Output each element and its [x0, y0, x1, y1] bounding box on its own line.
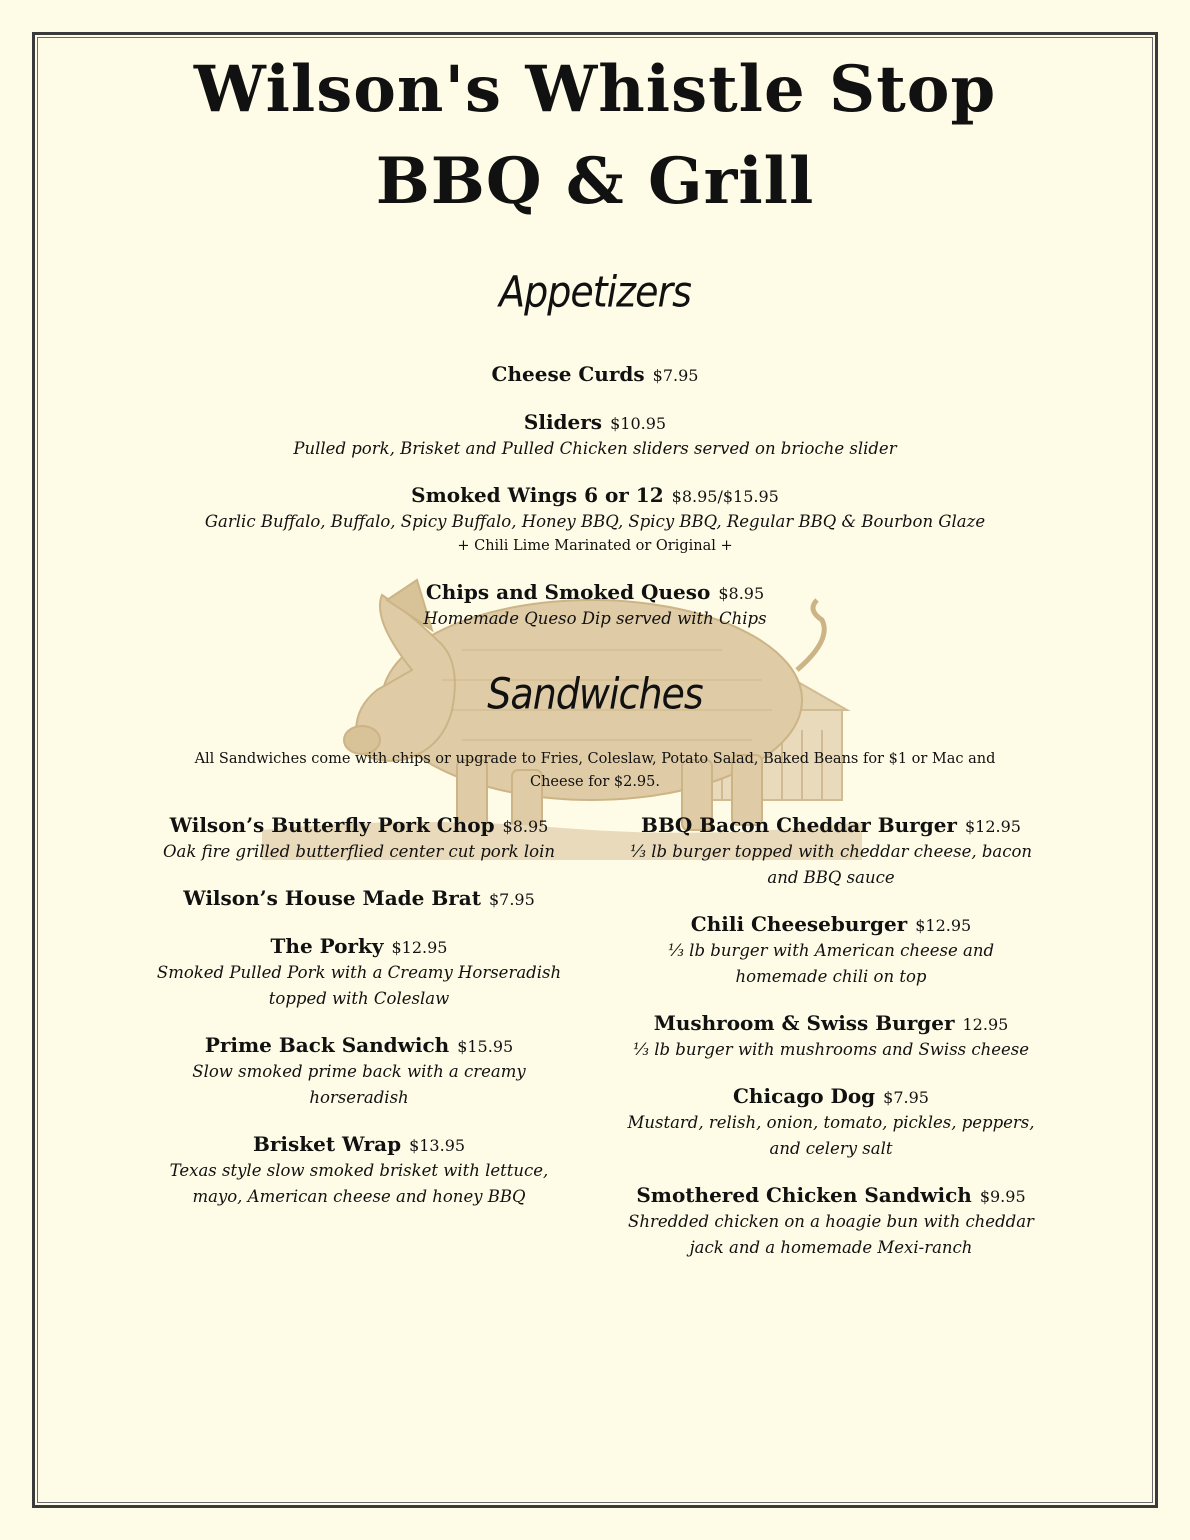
item-price: $8.95/$15.95	[671, 487, 779, 506]
item-name: Prime Back Sandwich	[204, 1033, 450, 1057]
sandwiches-intro: All Sandwiches come with chips or upgrade to Fries, Coleslaw, Potato Salad, Baked Beans for $1 or Mac and Cheese for $2.95.	[194, 751, 996, 790]
menu-item	[150, 1130, 568, 1210]
menu-item	[622, 1181, 1040, 1261]
menu-item	[622, 1009, 1040, 1063]
item-price: 12.95	[962, 1015, 1009, 1034]
menu-item	[622, 1082, 1040, 1162]
item-name: Chili Cheeseburger	[690, 912, 908, 936]
restaurant-title: Wilson's Whistle Stop	[193, 52, 997, 127]
item-description: Mustard, relish, onion, tomato, pickles, peppers, and celery salt	[627, 1113, 1035, 1158]
menu-item	[0, 481, 1190, 558]
item-price: $12.95	[915, 916, 972, 935]
item-name: Wilson’s Butterfly Pork Chop	[169, 813, 495, 837]
item-description: Texas style slow smoked brisket with lettuce, mayo, American cheese and honey BBQ	[169, 1161, 549, 1206]
item-name: Sliders	[523, 410, 603, 434]
item-name: Brisket Wrap	[252, 1132, 402, 1156]
item-price: $10.95	[610, 414, 667, 433]
item-description: ⅓ lb burger topped with cheddar cheese, bacon and BBQ sauce	[629, 842, 1033, 887]
menu-item	[150, 811, 568, 865]
item-description: ⅓ lb burger with American cheese and homemade chili on top	[667, 941, 995, 986]
item-description: Homemade Queso Dip served with Chips	[423, 609, 767, 628]
item-price: $12.95	[964, 817, 1021, 836]
item-price: $7.95	[652, 366, 699, 385]
item-name: Smoked Wings 6 or 12	[411, 483, 664, 507]
item-price: $9.95	[979, 1187, 1026, 1206]
item-name: Cheese Curds	[491, 362, 645, 386]
appetizers-heading: Appetizers	[499, 267, 691, 317]
menu-item	[0, 578, 1190, 632]
menu-item	[0, 408, 1190, 462]
menu-item	[622, 910, 1040, 990]
menu-item	[150, 932, 568, 1012]
item-description: Smoked Pulled Pork with a Creamy Horseradish topped with Coleslaw	[156, 963, 562, 1008]
item-name: Wilson’s House Made Brat	[183, 886, 481, 910]
item-description: Slow smoked prime back with a creamy horseradish	[192, 1062, 526, 1107]
menu-item	[622, 811, 1040, 891]
item-name: BBQ Bacon Cheddar Burger	[641, 813, 957, 837]
item-description: Oak fire grilled butterflied center cut pork loin	[163, 842, 555, 861]
item-price: $7.95	[488, 890, 535, 909]
sandwiches-heading: Sandwiches	[487, 669, 703, 719]
menu-item	[150, 1031, 568, 1111]
item-price: $15.95	[457, 1037, 514, 1056]
menu-item	[150, 884, 568, 912]
item-price: $7.95	[883, 1088, 929, 1107]
item-description: Garlic Buffalo, Buffalo, Spicy Buffalo, Honey BBQ, Spicy BBQ, Regular BBQ & Bourbon Glaze	[204, 512, 986, 531]
item-description: Shredded chicken on a hoagie bun with cheddar jack and a homemade Mexi-ranch	[628, 1212, 1034, 1257]
item-note: + Chili Lime Marinated or Original +	[457, 538, 733, 554]
item-name: Mushroom & Swiss Burger	[653, 1011, 955, 1035]
item-name: The Porky	[270, 934, 384, 958]
item-description: Pulled pork, Brisket and Pulled Chicken sliders served on brioche slider	[293, 439, 897, 458]
item-name: Chips and Smoked Queso	[425, 580, 711, 604]
item-price: $12.95	[391, 938, 448, 957]
restaurant-subtitle: BBQ & Grill	[375, 144, 815, 219]
item-name: Smothered Chicken Sandwich	[636, 1183, 972, 1207]
item-price: $13.95	[409, 1136, 466, 1155]
item-price: $8.95	[718, 584, 765, 603]
item-description: ⅓ lb burger with mushrooms and Swiss cheese	[632, 1040, 1030, 1059]
menu-item	[0, 360, 1190, 388]
item-price: $8.95	[502, 817, 549, 836]
item-name: Chicago Dog	[733, 1084, 876, 1108]
